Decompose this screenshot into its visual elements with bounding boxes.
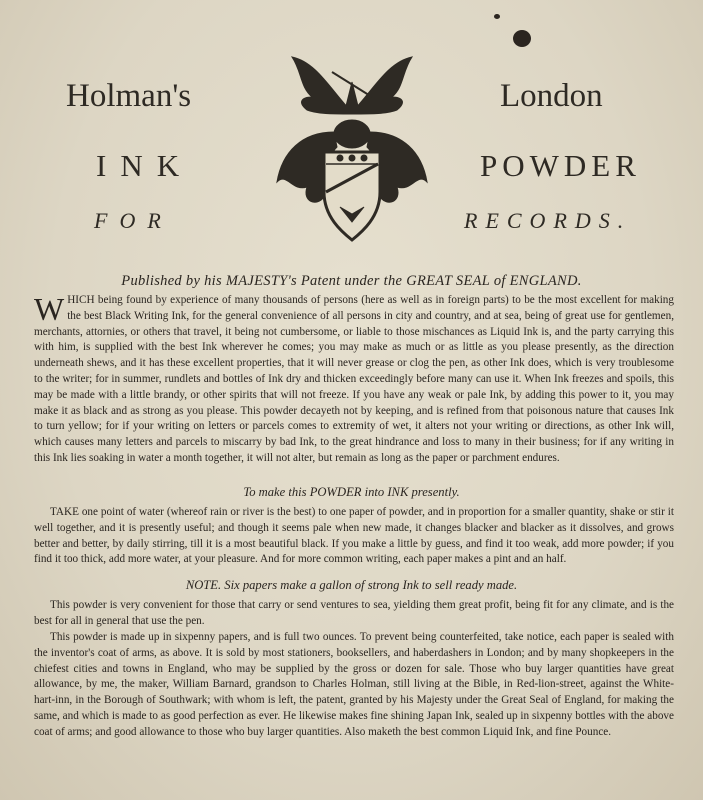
drop-cap: W <box>34 291 65 327</box>
title-powder: POWDER <box>480 148 641 183</box>
title-ink: INK <box>96 148 194 183</box>
paragraph-sea-use: This powder is very convenient for those that carry or send ventures to sea, yielding them great profit, being fit for any climate, and is the best for all in general that use the pen. <box>34 599 674 627</box>
paragraph-description <box>34 293 674 467</box>
ink-blot <box>513 30 531 47</box>
coat-of-arms-icon <box>262 52 442 252</box>
title-for: FOR <box>94 208 173 233</box>
title-records: RECORDS. <box>464 208 632 233</box>
paragraph-sales: This powder is made up in sixpenny papers, and is full two ounces. To prevent being counterfeited, take notice, each paper is sealed with the inventor's coat of arms, as above. It is sold by most stationers, booksellers, and haberdashers in London; and by many shopkeepers in the chiefest cities and towns in England, who may be supplied by the gross or dozen for sale. Those who buy larger quantities have great allowance, by me, the maker, William Barnard, grandson to Charles Holman, still living at the Bible, in Red-lion-street, against the White-hart-inn, in the Borough of Southwark; with whom is left, the patent, granted by his Majesty under the Great Seal of England, for making the same, and which is made to as good perfection as ever. He likewise makes fine shining Japan Ink, sealed up in sixpenny bottles with the above coat of arms; and good allowance to those who buy larger quantities. Also maketh the best common Liquid Ink, and fine Pounce. <box>34 631 674 738</box>
note-line: NOTE. Six papers make a gallon of strong Ink to sell ready made. <box>185 578 518 592</box>
title-holmans: Holman's <box>66 78 192 114</box>
title-london: London <box>500 78 603 114</box>
ink-blot-small <box>494 14 500 19</box>
patent-subtitle: Published by his MAJESTY's Patent under the GREAT SEAL of ENGLAND. <box>121 273 582 289</box>
section-heading-directions: To make this POWDER into INK presently. <box>243 485 460 499</box>
paragraph-description-text: HICH being found by experience of many thousands of persons (here as well as in foreign parts) to be the most excellent for making the best Black Writing Ink, for the general convenience of all persons in city and country, and at sea, being of great use for gentlemen, merchants, attornies, or others that travel, it being not cumbersome, or liable to those mischances as Liquid Ink is, and the party carrying this with him, is supplied with the best Ink wherever he comes; you may make as much or as little as you please presently, as the direction underneath shews, and it has these excellent properties, that it will never grease or clog the pen, as other Ink does, which is very troublesome to the writer; for in summer, rundlets and bottles of Ink dry and thicken exceedingly before many can use it. When Ink freezes and spoils, this may be made with a little brandy, or other spirits that will not freeze. If you have any weak or pale Ink, by adding this power to it, you may make it as black and as strong as you please. This powder decayeth not by keeping, and is refined from that poisonous nature that causes Ink to turn yellow; for if your writing on letters or parcels comes to extremity of wet, it alters not your writing or directions, as other Ink will, which causes many letters and parcels to miscarry by bad Ink, to the great hindrance and loss to many in their business; for if any writing in this Ink lies soaking in water a month together, it will not alter, but remain as long as the paper or parchment endures. <box>34 294 674 464</box>
paragraph-directions: TAKE one point of water (whereof rain or river is the best) to one paper of powder, and in proportion for a smaller quantity, shake or stir it well together, and it is presently useful; and though it seems pale when new made, it changes blacker and blacker as it dissolves, and grows better and better, by daily stirring, till it is a most beautiful black. If you make a little by guess, and find it too weak, add more powder; if you find it too thick, add more water, at your pleasure. And for more common writing, each paper makes a pint and an half. <box>34 506 674 566</box>
